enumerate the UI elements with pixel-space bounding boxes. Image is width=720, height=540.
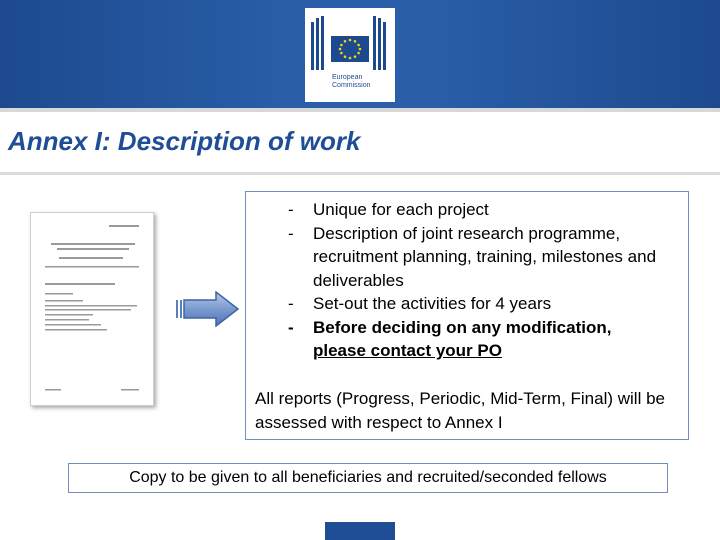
title-divider: [0, 172, 720, 175]
bullet-list: [288, 198, 688, 363]
page-title: Annex I: Description of work: [8, 126, 361, 156]
bullet-dash: -: [288, 294, 294, 313]
list-item: [288, 292, 688, 316]
bullet-dash: -: [288, 200, 294, 219]
bullet-text: Set-out the activities for 4 years: [313, 294, 552, 313]
bullet-text: Description of joint research programme, recruitment planning, training, milestones and deliverables: [313, 223, 657, 290]
list-item: [288, 222, 688, 293]
bullet-dash: -: [288, 223, 294, 243]
list-item: [288, 316, 688, 363]
document-icon: [30, 212, 154, 406]
footer-bar: [325, 522, 395, 540]
copy-note: Copy to be given to all beneficiaries and recruited/seconded fellows: [68, 463, 668, 493]
bullet-dash: -: [288, 317, 294, 337]
contact-po-text: please contact your PO: [313, 341, 502, 360]
header-divider: [0, 108, 720, 112]
header-banner: [0, 0, 720, 108]
bullet-text: Before deciding on any modification,: [313, 317, 612, 337]
logo-text: European Commission: [332, 74, 371, 89]
reports-note: All reports (Progress, Periodic, Mid-Term, Final) will be assessed with respect to Annex I: [255, 389, 665, 432]
arrow-right-icon: [176, 291, 240, 332]
list-item: [288, 198, 688, 222]
annex-description-box: [245, 191, 689, 440]
bullet-text: Unique for each project: [313, 200, 489, 219]
